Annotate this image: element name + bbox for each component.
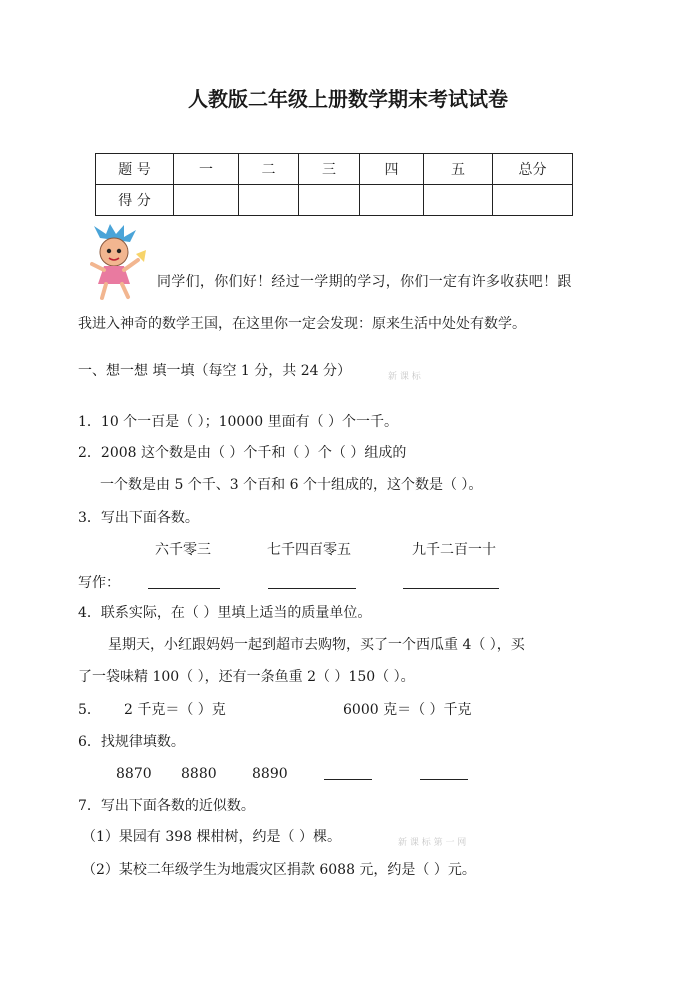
score-input-cell[interactable] [360, 185, 424, 216]
question-7-1: （1）果园有 398 棵柑树，约是（ ）棵。 [82, 829, 341, 845]
question-4-line-2: 了一袋味精 100（ ），还有一条鱼重 2（ ）150（ ）。 [78, 669, 415, 685]
q3-answer-blank-2[interactable] [268, 574, 356, 589]
watermark: 新 课 标 [388, 372, 421, 382]
mascot-girl-icon [90, 224, 152, 302]
intro-line-1: 同学们，你们好！经过一学期的学习，你们一定有许多收获吧！跟 [157, 274, 572, 290]
question-4-line-1: 星期天，小红跟妈妈一起到超市去购物，买了一个西瓜重 4（ ），买 [108, 637, 525, 653]
table-cell: 得 分 [96, 185, 174, 216]
q3-number-3: 九千二百一十 [412, 542, 496, 558]
score-input-cell[interactable] [174, 185, 239, 216]
question-3: 3．写出下面各数。 [78, 510, 199, 526]
question-2b: 一个数是由 5 个千、3 个百和 6 个十组成的，这个数是（ ）。 [100, 477, 483, 493]
score-input-cell[interactable] [493, 185, 573, 216]
question-5-number: 5． [78, 702, 101, 718]
q6-number-2: 8880 [181, 766, 217, 782]
watermark: 新 课 标 第 一 网 [398, 838, 467, 848]
q3-write-label: 写作： [78, 575, 120, 591]
q6-answer-blank-2[interactable] [420, 765, 468, 780]
question-6: 6．找规律填数。 [78, 734, 185, 750]
intro-line-2: 我进入神奇的数学王国，在这里你一定会发现：原来生活中处处有数学。 [78, 316, 526, 332]
q6-number-3: 8890 [252, 766, 288, 782]
question-1: 1．10 个一百是（ ）；10000 里面有（ ）个一千。 [78, 414, 399, 430]
table-cell: 一 [174, 154, 239, 185]
score-input-cell[interactable] [299, 185, 360, 216]
table-cell: 五 [424, 154, 493, 185]
table-cell: 题 号 [96, 154, 174, 185]
question-4: 4．联系实际，在（ ）里填上适当的质量单位。 [78, 605, 372, 621]
table-cell: 三 [299, 154, 360, 185]
score-input-cell[interactable] [239, 185, 299, 216]
score-table [95, 153, 573, 216]
score-table-header-row [96, 154, 573, 185]
section-heading: 一、想一想 填一填（每空 1 分，共 24 分） [78, 363, 351, 379]
score-input-cell[interactable] [424, 185, 493, 216]
table-cell: 总分 [493, 154, 573, 185]
q3-answer-blank-3[interactable] [403, 574, 499, 589]
q3-number-2: 七千四百零五 [267, 542, 351, 558]
q3-number-1: 六千零三 [155, 542, 211, 558]
question-7: 7．写出下面各数的近似数。 [78, 798, 255, 814]
question-7-2: （2）某校二年级学生为地震灾区捐款 6088 元，约是（ ）元。 [82, 862, 476, 878]
page-title: 人教版二年级上册数学期末考试试卷 [188, 87, 508, 111]
score-table-score-row [96, 185, 573, 216]
table-cell: 四 [360, 154, 424, 185]
question-2a: 2．2008 这个数是由（ ）个千和（ ）个（ ）组成的 [78, 445, 407, 461]
q3-answer-blank-1[interactable] [148, 574, 220, 589]
question-5b: 6000 克＝（ ）千克 [343, 702, 472, 718]
q6-number-1: 8870 [116, 766, 152, 782]
question-5a: 2 千克＝（ ）克 [124, 702, 226, 718]
q6-answer-blank-1[interactable] [324, 765, 372, 780]
table-cell: 二 [239, 154, 299, 185]
